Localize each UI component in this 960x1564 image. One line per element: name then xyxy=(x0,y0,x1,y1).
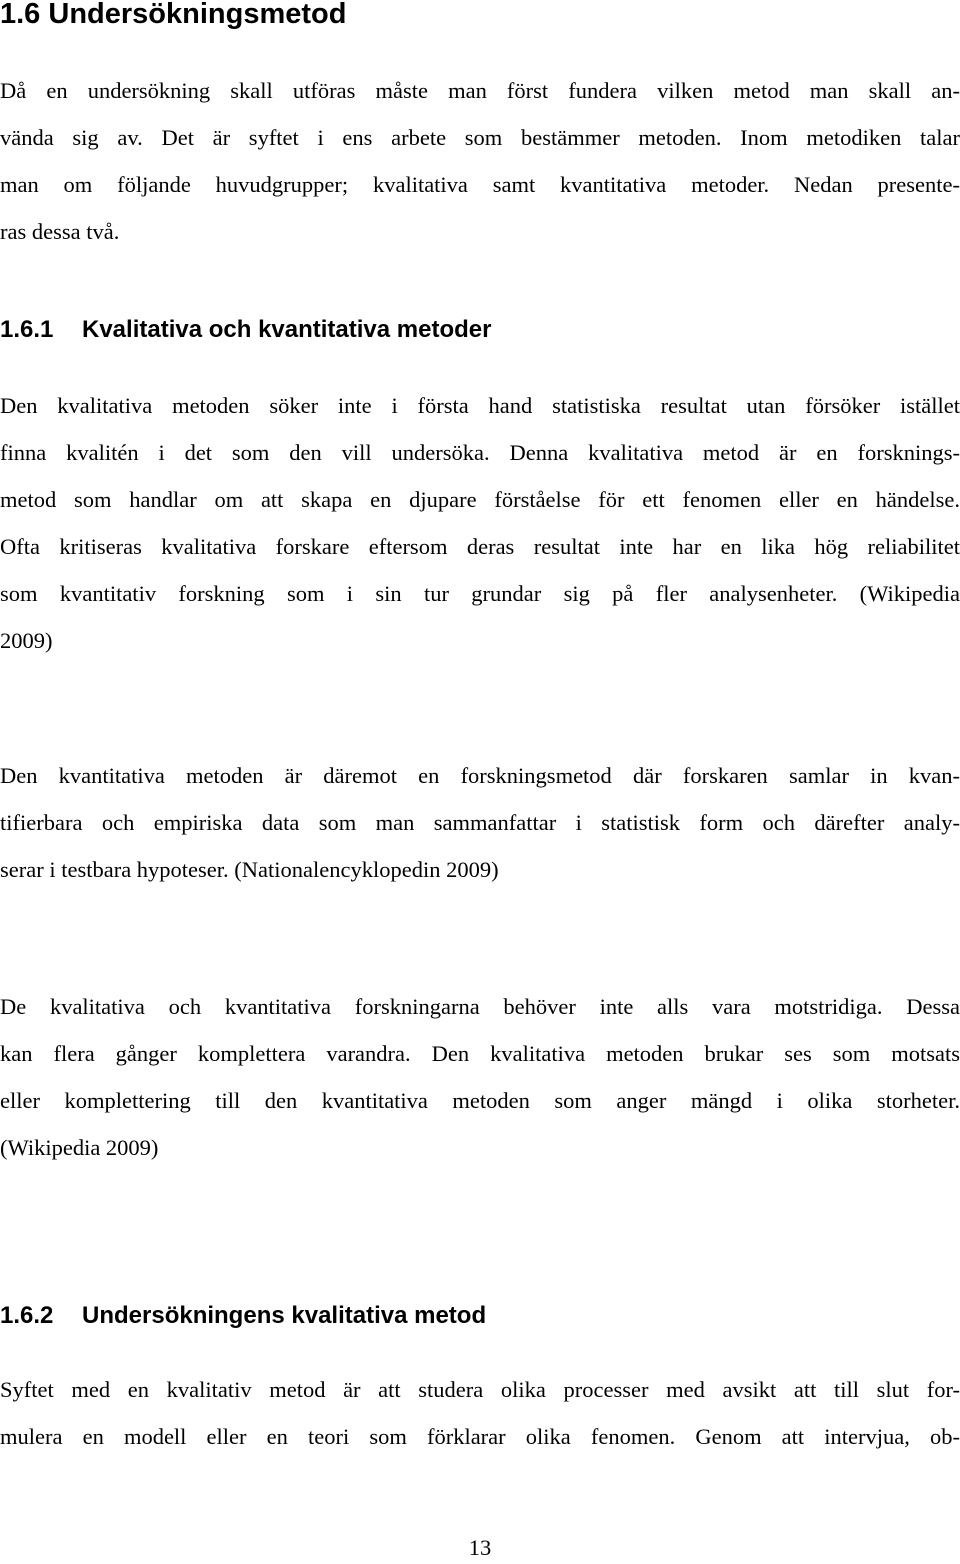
text-line: Ofta kritiseras kvalitativa forskare eftersom deras resultat inte har en lika hög reliabilitet xyxy=(0,534,960,559)
subsection-title: Kvalitativa och kvantitativa metoder xyxy=(82,316,492,343)
text-line: som kvantitativ forskning som i sin tur grundar sig på fler analysenheter. (Wikipedia xyxy=(0,581,960,606)
text-line: metod som handlar om att skapa en djupare förståelse för ett fenomen eller en händelse. xyxy=(0,487,960,512)
subsection-title: Undersökningens kvalitativa metod xyxy=(82,1302,487,1329)
text-line: Den kvantitativa metoden är däremot en forskningsmetod där forskaren samlar in kvan- xyxy=(0,763,960,788)
subsection-heading-1-6-1 xyxy=(0,314,491,346)
text-line: vända sig av. Det är syftet i ens arbete som bestämmer metoden. Inom metodiken talar xyxy=(0,125,960,150)
paragraph-komplettering xyxy=(0,983,960,1171)
paragraph-undersokningens-metod xyxy=(0,1366,960,1460)
subsection-number: 1.6.2 xyxy=(0,1302,54,1329)
text-line: eller komplettering till den kvantitativa metoden som anger mängd i olika storheter. xyxy=(0,1088,960,1113)
text-line: kan flera gånger komplettera varandra. Den kvalitativa metoden brukar ses som motsats xyxy=(0,1041,960,1066)
subsection-number: 1.6.1 xyxy=(0,316,54,343)
text-line: ras dessa två. xyxy=(0,219,120,244)
intro-paragraph xyxy=(0,67,960,255)
text-line: finna kvalitén i det som den vill undersöka. Denna kvalitativa metod är en forsknings- xyxy=(0,440,960,465)
text-line: serar i testbara hypoteser. (Nationalencyklopedin 2009) xyxy=(0,857,499,882)
text-line: 2009) xyxy=(0,628,53,653)
paragraph-kvalitativa xyxy=(0,382,960,664)
text-line: Då en undersökning skall utföras måste man först fundera vilken metod man skall an- xyxy=(0,78,960,103)
text-line: mulera en modell eller en teori som förklarar olika fenomen. Genom att intervjua, ob- xyxy=(0,1424,960,1449)
text-line: Den kvalitativa metoden söker inte i första hand statistiska resultat utan försöker istället xyxy=(0,393,960,418)
paragraph-kvantitativa xyxy=(0,752,960,893)
page-number: 13 xyxy=(468,1535,492,1560)
subsection-heading-1-6-2 xyxy=(0,1300,486,1332)
text-line: (Wikipedia 2009) xyxy=(0,1135,159,1160)
text-line: tifierbara och empiriska data som man sammanfattar i statistisk form och därefter analy- xyxy=(0,810,960,835)
text-line: De kvalitativa och kvantitativa forskningarna behöver inte alls vara motstridiga. Dessa xyxy=(0,994,960,1019)
text-line: man om följande huvudgrupper; kvalitativa samt kvantitativa metoder. Nedan presente- xyxy=(0,172,960,197)
section-heading: 1.6 Undersökningsmetod xyxy=(0,0,347,30)
text-line: Syftet med en kvalitativ metod är att studera olika processer med avsikt att till slut for- xyxy=(0,1377,960,1402)
